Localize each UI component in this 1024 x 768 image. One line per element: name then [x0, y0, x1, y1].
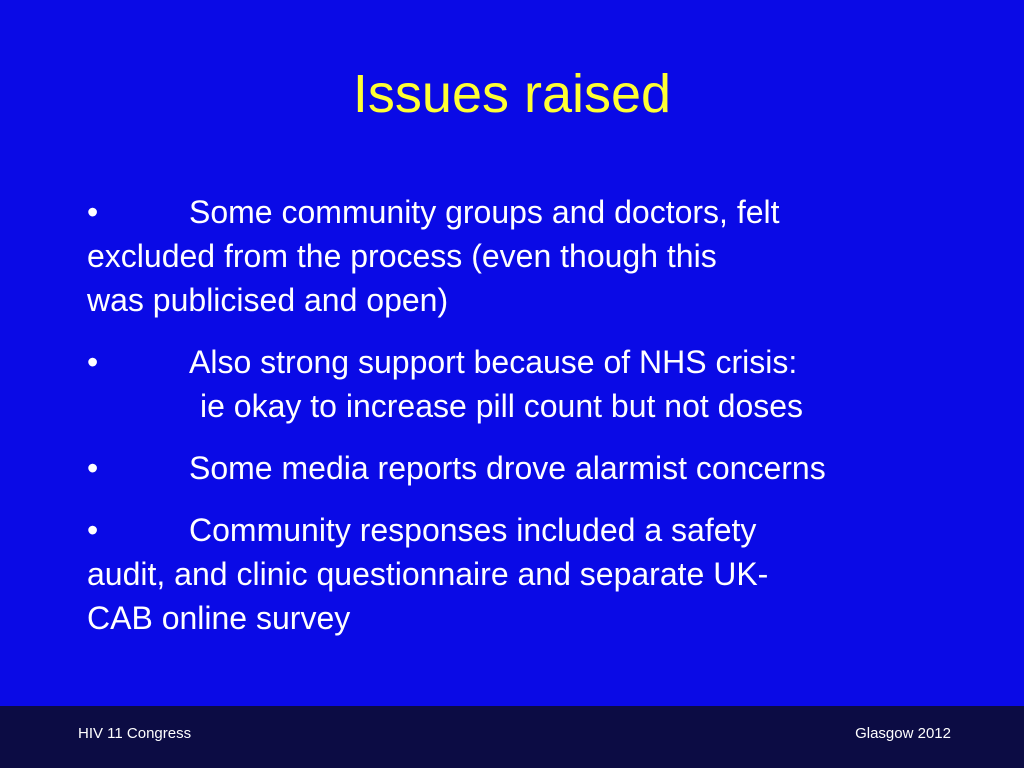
bullet-line — [87, 508, 947, 552]
footer — [0, 706, 1024, 768]
bullet-item — [87, 190, 947, 322]
footer-event-name: HIV 11 Congress — [78, 725, 192, 742]
bullet-line: CAB online survey — [87, 600, 351, 636]
bullet-dot-icon: • — [87, 450, 99, 486]
bullet-line — [87, 384, 947, 428]
bullet-item — [87, 340, 947, 428]
bullet-text: Some media reports drove alarmist concerns — [189, 450, 826, 486]
bullet-line — [87, 446, 947, 490]
bullet-line: excluded from the process (even though this — [87, 238, 717, 274]
footer-location-year: Glasgow 2012 — [855, 725, 951, 742]
slide-title: Issues raised — [352, 64, 672, 124]
bullet-line: was publicised and open) — [87, 282, 449, 318]
bullet-line — [87, 190, 947, 234]
bullet-list — [87, 190, 947, 658]
bullet-item — [87, 446, 947, 490]
bullet-line: audit, and clinic questionnaire and separate UK- — [87, 556, 769, 592]
bullet-dot-icon: • — [87, 344, 99, 380]
bullet-item — [87, 508, 947, 640]
bullet-line — [87, 340, 947, 384]
bullet-text: ie okay to increase pill count but not doses — [200, 388, 804, 424]
bullet-dot-icon: • — [87, 194, 99, 230]
bullet-text: Community responses included a safety — [189, 512, 757, 548]
bullet-text: Some community groups and doctors, felt — [189, 194, 780, 230]
bullet-dot-icon: • — [87, 512, 99, 548]
bullet-text: Also strong support because of NHS crisis: — [189, 344, 798, 380]
